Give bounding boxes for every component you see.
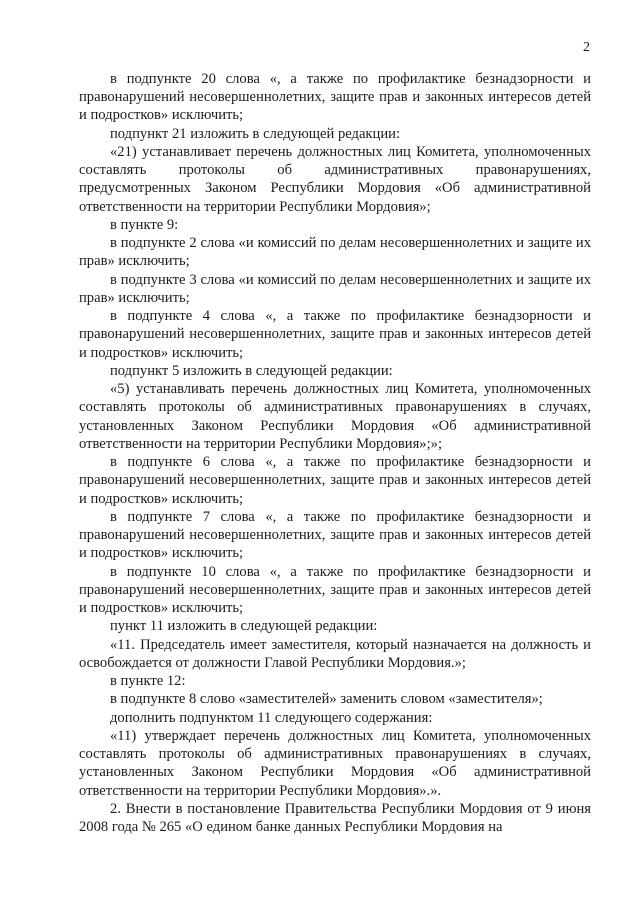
document-body xyxy=(79,70,591,836)
paragraph: в подпункте 4 слова «, а также по профилактике безнадзорности и правонарушений несовершеннолетних, защите прав и законных интересов детей и подростков» исключить; xyxy=(79,308,591,361)
paragraph: подпункт 5 изложить в следующей редакции: xyxy=(110,362,393,379)
paragraph: подпункт 21 изложить в следующей редакции: xyxy=(110,125,401,142)
paragraph: дополнить подпунктом 11 следующего содержания: xyxy=(110,709,433,726)
paragraph: «5) устанавливать перечень должностных лиц Комитета, уполномоченных составлять протоколы об административных правонарушениях в случаях, установленных Законом Республики Мордовия «Об административной ответственности на территории Республики Мордовия»;»; xyxy=(79,381,591,452)
paragraph: в подпункте 6 слова «, а также по профилактике безнадзорности и правонарушений несовершеннолетних, защите прав и законных интересов детей и подростков» исключить; xyxy=(79,454,591,507)
paragraph: в подпункте 10 слова «, а также по профилактике безнадзорности и правонарушений несовершеннолетних, защите прав и законных интересов детей и подростков» исключить; xyxy=(79,563,591,616)
page-number: 2 xyxy=(583,40,590,55)
paragraph: в подпункте 2 слова «и комиссий по делам несовершеннолетних и защите их прав» исключить; xyxy=(79,235,591,270)
paragraph: «11. Председатель имеет заместителя, который назначается на должность и освобождается от должности Главой Республики Мордовия.»; xyxy=(79,636,591,671)
paragraph: «21) устанавливает перечень должностных лиц Комитета, уполномоченных составлять протоколы об административных правонарушениях, предусмотренных Законом Республики Мордовия «Об административной ответственности на территории Республики Мордовия»; xyxy=(79,144,591,215)
paragraph: «11) утверждает перечень должностных лиц Комитета, уполномоченных составлять протоколы об административных правонарушениях в случаях, установленных Законом Республики Мордовия «Об административной ответственности на территории Республики Мордовия».». xyxy=(79,727,591,799)
paragraph: в подпункте 7 слова «, а также по профилактике безнадзорности и правонарушений несовершеннолетних, защите прав и законных интересов детей и подростков» исключить; xyxy=(79,508,591,562)
paragraph: в подпункте 3 слова «и комиссий по делам несовершеннолетних и защите их прав» исключить; xyxy=(79,271,591,306)
paragraph: в подпункте 20 слова «, а также по профилактике безнадзорности и правонарушений несовершеннолетних, защите прав и законных интересов детей и подростков» исключить; xyxy=(79,71,591,124)
paragraph: 2. Внести в постановление Правительства Республики Мордовия от 9 июня 2008 года № 265 «О едином банке данных Республики Мордовия на xyxy=(79,800,591,836)
paragraph: в пункте 12: xyxy=(110,673,186,690)
paragraph: пункт 11 изложить в следующей редакции: xyxy=(110,618,378,635)
paragraph: в пункте 9: xyxy=(110,216,179,233)
paragraph: в подпункте 8 слово «заместителей» заменить словом «заместителя»; xyxy=(110,691,543,708)
